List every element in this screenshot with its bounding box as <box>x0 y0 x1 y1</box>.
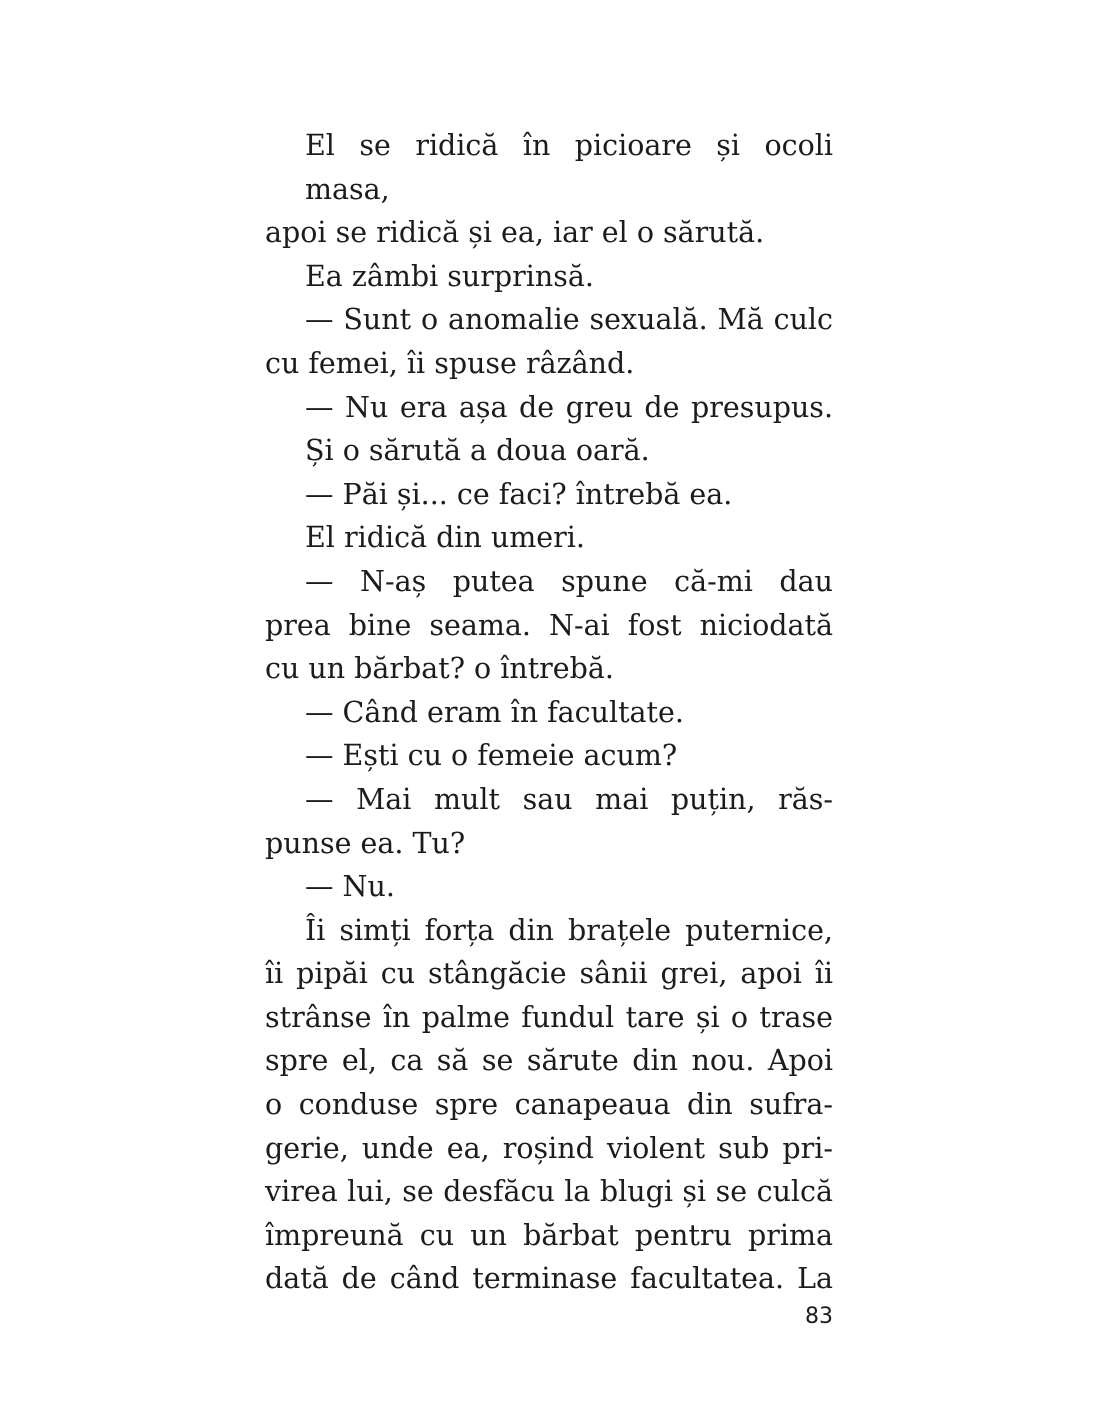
text-line: El se ridică în picioare și ocoli masa, <box>305 129 833 206</box>
text-line: — Sunt o anomalie sexuală. Mă culc <box>305 303 833 337</box>
page-number: 83 <box>805 1304 833 1329</box>
body-text <box>265 124 833 1301</box>
text-line: — Mai mult sau mai puțin, răs- <box>305 782 833 816</box>
paragraph <box>265 734 833 778</box>
paragraph <box>265 691 833 735</box>
paragraph <box>265 298 833 385</box>
text-line: cu un bărbat? o întrebă. <box>265 652 614 686</box>
text-line: — Nu era așa de greu de presupus. <box>305 390 833 424</box>
text-line: Ea zâmbi surprinsă. <box>305 259 594 293</box>
text-line: El ridică din umeri. <box>305 521 585 555</box>
text-line: cu femei, îi spuse râzând. <box>265 346 635 380</box>
paragraph <box>265 255 833 299</box>
text-line: dată de când terminase facultatea. La <box>265 1262 833 1296</box>
text-line: apoi se ridică și ea, iar el o sărută. <box>265 216 765 250</box>
text-line: — Ești cu o femeie acum? <box>305 739 678 773</box>
paragraph <box>265 429 833 473</box>
paragraph <box>265 865 833 909</box>
paragraph <box>265 778 833 865</box>
paragraph <box>265 386 833 430</box>
paragraph <box>265 124 833 255</box>
text-line: Și o sărută a doua oară. <box>305 434 650 468</box>
text-line: virea lui, se desfăcu la blugi și se culcă <box>265 1175 833 1209</box>
text-line: împreună cu un bărbat pentru prima <box>265 1218 833 1252</box>
text-line: o conduse spre canapeaua din sufra- <box>265 1088 833 1122</box>
paragraph <box>265 473 833 517</box>
text-line: îi pipăi cu stângăcie sânii grei, apoi îi <box>265 957 833 991</box>
text-line: gerie, unde ea, roșind violent sub pri- <box>265 1131 833 1165</box>
text-line: — Când eram în facultate. <box>305 695 684 729</box>
paragraph <box>265 560 833 691</box>
text-line: — N-aș putea spune că-mi dau <box>305 564 833 598</box>
paragraph <box>265 909 833 1301</box>
text-line: spre el, ca să se sărute din nou. Apoi <box>265 1044 833 1078</box>
text-line: Îi simți forța din brațele puternice, <box>305 913 833 947</box>
text-line: prea bine seama. N-ai fost niciodată <box>265 608 833 642</box>
text-line: — Nu. <box>305 870 395 904</box>
text-line: punse ea. Tu? <box>265 826 466 860</box>
text-line: — Păi și... ce faci? întrebă ea. <box>305 477 733 511</box>
text-line: strânse în palme fundul tare și o trase <box>265 1000 833 1034</box>
paragraph <box>265 516 833 560</box>
